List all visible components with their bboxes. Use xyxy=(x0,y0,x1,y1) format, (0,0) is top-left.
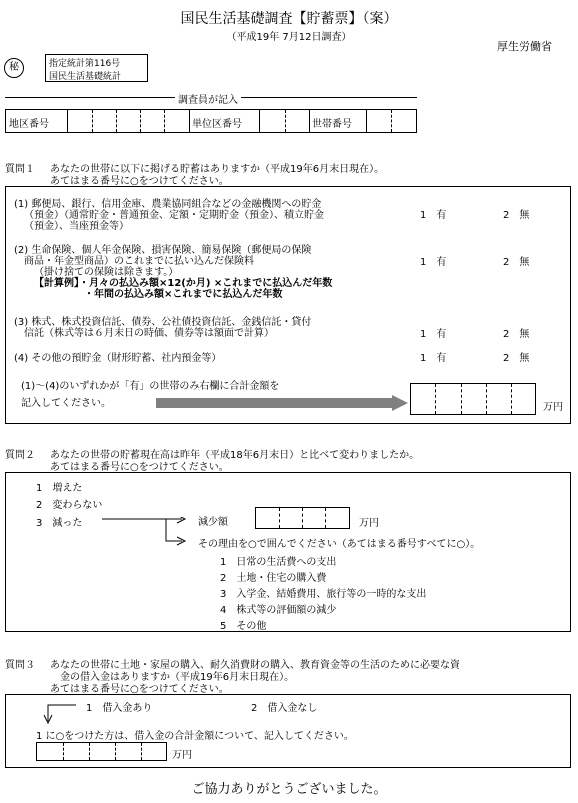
q1-item-2-line: （掛け捨ての保険は除きます。） xyxy=(34,267,179,278)
q1-item-3-no[interactable]: 2 無 xyxy=(503,329,530,340)
q1-item-3-line: 信託（株式等は６月末日の時価、債券等は額面で計算） xyxy=(24,328,274,339)
q1-item-4-yes[interactable]: 1 有 xyxy=(420,353,447,364)
arrow-down-icon xyxy=(40,703,80,725)
decrease-amount-label: 減少額 xyxy=(198,517,228,528)
survey-date: （平成19年 7月12日調査） xyxy=(226,32,352,43)
stat-line-1: 指定統計第116号 xyxy=(49,59,121,69)
q1-total-instruction: 記入してください。 xyxy=(21,398,111,409)
secret-mark xyxy=(4,58,24,78)
unit-number-label: 単位区番号 xyxy=(192,119,242,130)
q3-option-no-loan[interactable]: 2 借入金なし xyxy=(251,703,318,714)
q1-total-amount-field[interactable] xyxy=(410,383,536,415)
q2-instruction: あてはまる番号に○をつけてください。 xyxy=(50,462,229,473)
secret-mark-text: 秘 xyxy=(9,62,19,73)
q2-label: 質問２ xyxy=(5,450,35,461)
reason-prompt: その理由を○で囲んでください（あてはまる番号すべてに○）。 xyxy=(198,539,481,550)
q1-question: あなたの世帯に以下に掲げる貯蓄はありますか（平成19年6月末日現在）。 xyxy=(50,164,385,175)
page-title: 国民生活基礎調査【貯蓄票】（案） xyxy=(180,11,398,27)
q1-item-2-calc-line: ・年間の払込み額×これまでに払込んだ年数 xyxy=(84,289,283,300)
q3-instruction: あてはまる番号に○をつけてください。 xyxy=(50,684,229,695)
q1-item-1-no[interactable]: 2 無 xyxy=(503,210,530,221)
reason-item[interactable]: 1 日常の生活費への支出 xyxy=(220,557,337,568)
q1-item-3-line: (3) 株式、株式投資信託、債券、公社債投資信託、金銭信託・貸付 xyxy=(14,317,312,328)
thanks-message: ご協力ありがとうございました。 xyxy=(191,782,387,797)
q2-question: あなたの世帯の貯蓄現在高は昨年（平成18年6月末日）と比べて変わりましたか。 xyxy=(50,450,420,461)
q1-item-2-no[interactable]: 2 無 xyxy=(503,257,530,268)
q1-item-4-no[interactable]: 2 無 xyxy=(503,353,530,364)
q2-option-increased[interactable]: 1 増えた xyxy=(36,483,83,494)
q1-item-1-line: （預金）（通常貯金・普通預金、定額・定期貯金（預金）、積立貯金 xyxy=(24,210,324,221)
q3-option-has-loan[interactable]: 1 借入金あり xyxy=(86,703,153,714)
branch-arrow-icon xyxy=(102,517,192,547)
stat-line-2: 国民生活基礎統計 xyxy=(49,72,122,82)
q1-item-2-line: 商品・年金型商品）のこれまでに払い込んだ保険料 xyxy=(24,256,254,267)
decrease-amount-field[interactable] xyxy=(255,507,350,529)
q1-item-2-yes[interactable]: 1 有 xyxy=(420,257,447,268)
q2-box xyxy=(5,472,571,632)
q3-label: 質問３ xyxy=(5,660,35,671)
q1-item-1-line: （預金）、当座預金等） xyxy=(24,221,129,232)
reason-item[interactable]: 2 土地・住宅の購入費 xyxy=(220,573,327,584)
q1-item-1-yes[interactable]: 1 有 xyxy=(420,210,447,221)
decrease-amount-unit: 万円 xyxy=(359,518,379,529)
q1-label: 質問１ xyxy=(5,164,35,175)
reason-item[interactable]: 3 入学金、結婚費用、旅行等の一時的な支出 xyxy=(220,589,427,600)
ministry-name: 厚生労働省 xyxy=(497,40,552,53)
q1-item-1-line: (1) 郵便局、銀行、信用金庫、農業協同組合などの金融機関への貯金 xyxy=(14,199,322,210)
loan-amount-unit: 万円 xyxy=(172,750,192,761)
q2-option-unchanged[interactable]: 2 変わらない xyxy=(36,500,103,511)
reason-item[interactable]: 4 株式等の評価額の減少 xyxy=(220,605,337,616)
q1-box xyxy=(5,186,571,424)
household-number-label: 世帯番号 xyxy=(312,119,352,130)
q3-question: 金の借入金はありますか（平成19年6月末日現在）。 xyxy=(60,672,295,683)
stat-designation-box xyxy=(45,54,148,82)
q1-item-2-calc-line: 【計算例】・月々の払込み額×12(か月) ×これまでに払込んだ年数 xyxy=(34,278,333,289)
reason-item[interactable]: 5 その他 xyxy=(220,621,267,632)
q1-total-instruction: (1)～(4)のいずれかが「有」の世帯のみ右欄に合計金額を xyxy=(21,381,280,392)
q3-box xyxy=(5,694,571,768)
loan-amount-field[interactable] xyxy=(36,742,167,761)
area-number-label: 地区番号 xyxy=(9,119,49,130)
surveyor-table xyxy=(5,109,417,133)
q3-note: 1 に○をつけた方は、借入金の合計金額について、記入してください。 xyxy=(36,731,354,742)
surveyor-caption: 調査員が記入 xyxy=(175,91,241,106)
q1-item-4-line: (4) その他の預貯金（財形貯蓄、社内預金等） xyxy=(14,353,222,364)
q3-question: あなたの世帯に土地・家屋の購入、耐久消費財の購入、教育資金等の生活のために必要な資 xyxy=(50,660,460,671)
q1-total-unit: 万円 xyxy=(543,402,563,413)
arrow-right-icon xyxy=(156,395,410,411)
q2-option-decreased[interactable]: 3 減った xyxy=(36,518,83,529)
q1-instruction: あてはまる番号に○をつけてください。 xyxy=(50,176,229,187)
q1-item-3-yes[interactable]: 1 有 xyxy=(420,329,447,340)
q1-item-2-line: (2) 生命保険、個人年金保険、損害保険、簡易保険（郵便局の保険 xyxy=(14,245,312,256)
